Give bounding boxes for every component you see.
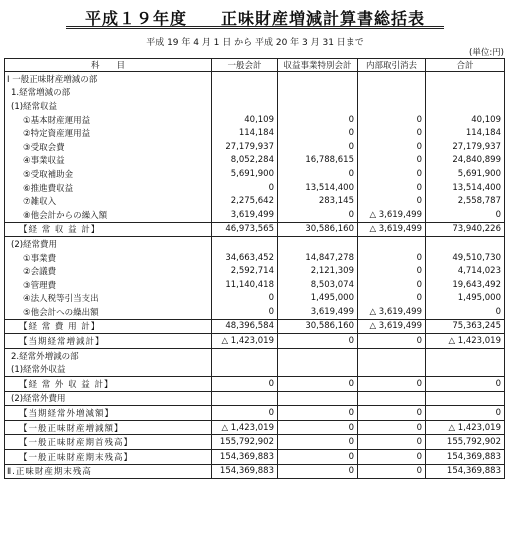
general-account-value [212,86,278,100]
profit-business-value: 2,121,309 [278,264,358,278]
table-row [5,86,505,100]
document-title: 平成１９年度 正味財産増減計算書総括表 [84,9,425,28]
row-label: ④事業収益 [5,154,212,168]
total-value [426,86,505,100]
total-value [426,348,505,362]
profit-business-value [278,86,358,100]
table-row [5,154,505,168]
general-account-value: 0 [212,377,278,392]
row-label: (2)経常外費用 [5,391,212,406]
table-body [5,72,505,479]
table-row [5,194,505,208]
row-label: Ⅱ.正味財産期末残高 [5,464,212,479]
profit-business-value: 0 [278,167,358,181]
general-account-value [212,348,278,362]
profit-business-value [278,237,358,251]
internal-elimination-value: 0 [358,113,426,127]
profit-business-value: 0 [278,113,358,127]
table-row [5,464,505,479]
internal-elimination-value: 0 [358,377,426,392]
total-value: 4,714,023 [426,264,505,278]
table-row [5,391,505,406]
table-row [5,334,505,349]
general-account-value [212,99,278,113]
row-label: Ⅰ 一般正味財産増減の部 [5,72,212,86]
table-row [5,264,505,278]
internal-elimination-value [358,348,426,362]
profit-business-value [278,362,358,376]
header-internal-elimination: 内部取引消去 [358,59,426,72]
total-value: 19,643,492 [426,278,505,292]
profit-business-value: 16,788,615 [278,154,358,168]
profit-business-value: 0 [278,126,358,140]
general-account-value: 8,052,284 [212,154,278,168]
row-label: ②特定資産運用益 [5,126,212,140]
profit-business-value: 0 [278,464,358,479]
general-account-value: 154,369,883 [212,464,278,479]
general-account-value [212,72,278,86]
row-label: ③受取会費 [5,140,212,154]
total-value: 2,558,787 [426,194,505,208]
general-account-value: 5,691,900 [212,167,278,181]
internal-elimination-value: 0 [358,140,426,154]
table-row [5,222,505,237]
internal-elimination-value: △ 3,619,499 [358,222,426,237]
fiscal-period: 平成 19 年 4 月 1 日 から 平成 20 年 3 月 31 日まで [146,38,364,48]
internal-elimination-value: 0 [358,334,426,349]
table-row [5,208,505,222]
general-account-value: 155,792,902 [212,435,278,450]
table-row [5,251,505,265]
internal-elimination-value [358,86,426,100]
total-value: 155,792,902 [426,435,505,450]
general-account-value: 2,275,642 [212,194,278,208]
profit-business-value: 0 [278,406,358,421]
total-value [426,99,505,113]
internal-elimination-value: 0 [358,406,426,421]
general-account-value [212,362,278,376]
table-row [5,348,505,362]
profit-business-value [278,348,358,362]
profit-business-value: 283,145 [278,194,358,208]
table-row [5,126,505,140]
table-header [5,59,505,72]
internal-elimination-value: 0 [358,251,426,265]
internal-elimination-value: 0 [358,278,426,292]
table-row [5,450,505,465]
general-account-value: 40,109 [212,113,278,127]
internal-elimination-value: 0 [358,292,426,306]
table-row [5,72,505,86]
row-label: 【一般正味財産期末残高】 [5,450,212,465]
internal-elimination-value: 0 [358,181,426,195]
title-underline [66,26,444,27]
total-value: 24,840,899 [426,154,505,168]
internal-elimination-value [358,237,426,251]
internal-elimination-value: 0 [358,194,426,208]
header-account: 科 目 [5,59,212,72]
profit-business-value: 3,619,499 [278,305,358,319]
row-label: ⑤他会計への繰出額 [5,305,212,319]
row-label: ④法人税等引当支出 [5,292,212,306]
general-account-value: 0 [212,181,278,195]
table-row [5,435,505,450]
title-underline-double [66,28,444,29]
profit-business-value: 8,503,074 [278,278,358,292]
general-account-value: 46,973,565 [212,222,278,237]
row-label: ①基本財産運用益 [5,113,212,127]
internal-elimination-value: 0 [358,167,426,181]
general-account-value: 154,369,883 [212,450,278,465]
total-value: 114,184 [426,126,505,140]
row-label: 【経 常 収 益 計】 [5,222,212,237]
internal-elimination-value [358,362,426,376]
total-value [426,72,505,86]
total-value: 27,179,937 [426,140,505,154]
row-label: 【経 常 費 用 計】 [5,319,212,334]
profit-business-value: 0 [278,377,358,392]
table-row [5,305,505,319]
general-account-value: 2,592,714 [212,264,278,278]
general-account-value [212,237,278,251]
header-profit-business-account: 収益事業特別会計 [278,59,358,72]
unit-label: (単位:円) [469,48,504,58]
internal-elimination-value [358,391,426,406]
table-row [5,167,505,181]
table-row [5,377,505,392]
total-value: 5,691,900 [426,167,505,181]
row-label: ⑤受取補助金 [5,167,212,181]
profit-business-value: 0 [278,140,358,154]
row-label: ①事業費 [5,251,212,265]
total-value: 0 [426,406,505,421]
internal-elimination-value: △ 3,619,499 [358,208,426,222]
general-account-value: 0 [212,305,278,319]
row-label: 【経 常 外 収 益 計】 [5,377,212,392]
row-label: (1)経常収益 [5,99,212,113]
total-value: 75,363,245 [426,319,505,334]
total-value [426,362,505,376]
row-label: (1)経常外収益 [5,362,212,376]
total-value: 73,940,226 [426,222,505,237]
profit-business-value: 0 [278,420,358,435]
profit-business-value: 14,847,278 [278,251,358,265]
table-row [5,420,505,435]
internal-elimination-value [358,72,426,86]
table-row [5,278,505,292]
total-value: 40,109 [426,113,505,127]
profit-business-value: 30,586,160 [278,222,358,237]
row-label: ②会議費 [5,264,212,278]
total-value: 154,369,883 [426,450,505,465]
profit-business-value: 30,586,160 [278,319,358,334]
total-value: 13,514,400 [426,181,505,195]
profit-business-value: 1,495,000 [278,292,358,306]
row-label: ⑦雑収入 [5,194,212,208]
table-row [5,113,505,127]
table-row [5,181,505,195]
row-label: 2.経常外増減の部 [5,348,212,362]
general-account-value: 27,179,937 [212,140,278,154]
internal-elimination-value: 0 [358,464,426,479]
general-account-value: △ 1,423,019 [212,420,278,435]
total-value: 49,510,730 [426,251,505,265]
profit-business-value [278,99,358,113]
general-account-value: △ 1,423,019 [212,334,278,349]
row-label: 【当期経常増減計】 [5,334,212,349]
general-account-value: 34,663,452 [212,251,278,265]
table-row [5,406,505,421]
row-label: (2)経常費用 [5,237,212,251]
general-account-value: 3,619,499 [212,208,278,222]
total-value [426,237,505,251]
general-account-value: 0 [212,406,278,421]
internal-elimination-value [358,99,426,113]
header-total: 合計 [426,59,505,72]
row-label: 【当期経常外増減額】 [5,406,212,421]
total-value: 154,369,883 [426,464,505,479]
table-row [5,362,505,376]
internal-elimination-value: △ 3,619,499 [358,319,426,334]
internal-elimination-value: 0 [358,420,426,435]
profit-business-value [278,391,358,406]
profit-business-value: 0 [278,334,358,349]
general-account-value: 114,184 [212,126,278,140]
total-value [426,391,505,406]
profit-business-value: 13,514,400 [278,181,358,195]
internal-elimination-value: 0 [358,264,426,278]
profit-business-value: 0 [278,450,358,465]
general-account-value: 11,140,418 [212,278,278,292]
internal-elimination-value: 0 [358,154,426,168]
table-row [5,237,505,251]
profit-business-value: 0 [278,208,358,222]
row-label: ⑧他会計からの繰入額 [5,208,212,222]
row-label: ⑥推進費収益 [5,181,212,195]
general-account-value: 0 [212,292,278,306]
internal-elimination-value: 0 [358,450,426,465]
total-value: △ 1,423,019 [426,334,505,349]
total-value: 0 [426,305,505,319]
total-value: 0 [426,208,505,222]
internal-elimination-value: 0 [358,126,426,140]
row-label: 1.経常増減の部 [5,86,212,100]
table-row [5,319,505,334]
profit-business-value [278,72,358,86]
table-row [5,140,505,154]
internal-elimination-value: 0 [358,435,426,450]
total-value: △ 1,423,019 [426,420,505,435]
internal-elimination-value: △ 3,619,499 [358,305,426,319]
header-general-account: 一般会計 [212,59,278,72]
general-account-value [212,391,278,406]
profit-business-value: 0 [278,435,358,450]
table-row [5,99,505,113]
general-account-value: 48,396,584 [212,319,278,334]
row-label: 【一般正味財産期首残高】 [5,435,212,450]
row-label: 【一般正味財産増減額】 [5,420,212,435]
total-value: 1,495,000 [426,292,505,306]
table-row [5,292,505,306]
total-value: 0 [426,377,505,392]
financial-statement-table [4,58,505,479]
row-label: ③管理費 [5,278,212,292]
